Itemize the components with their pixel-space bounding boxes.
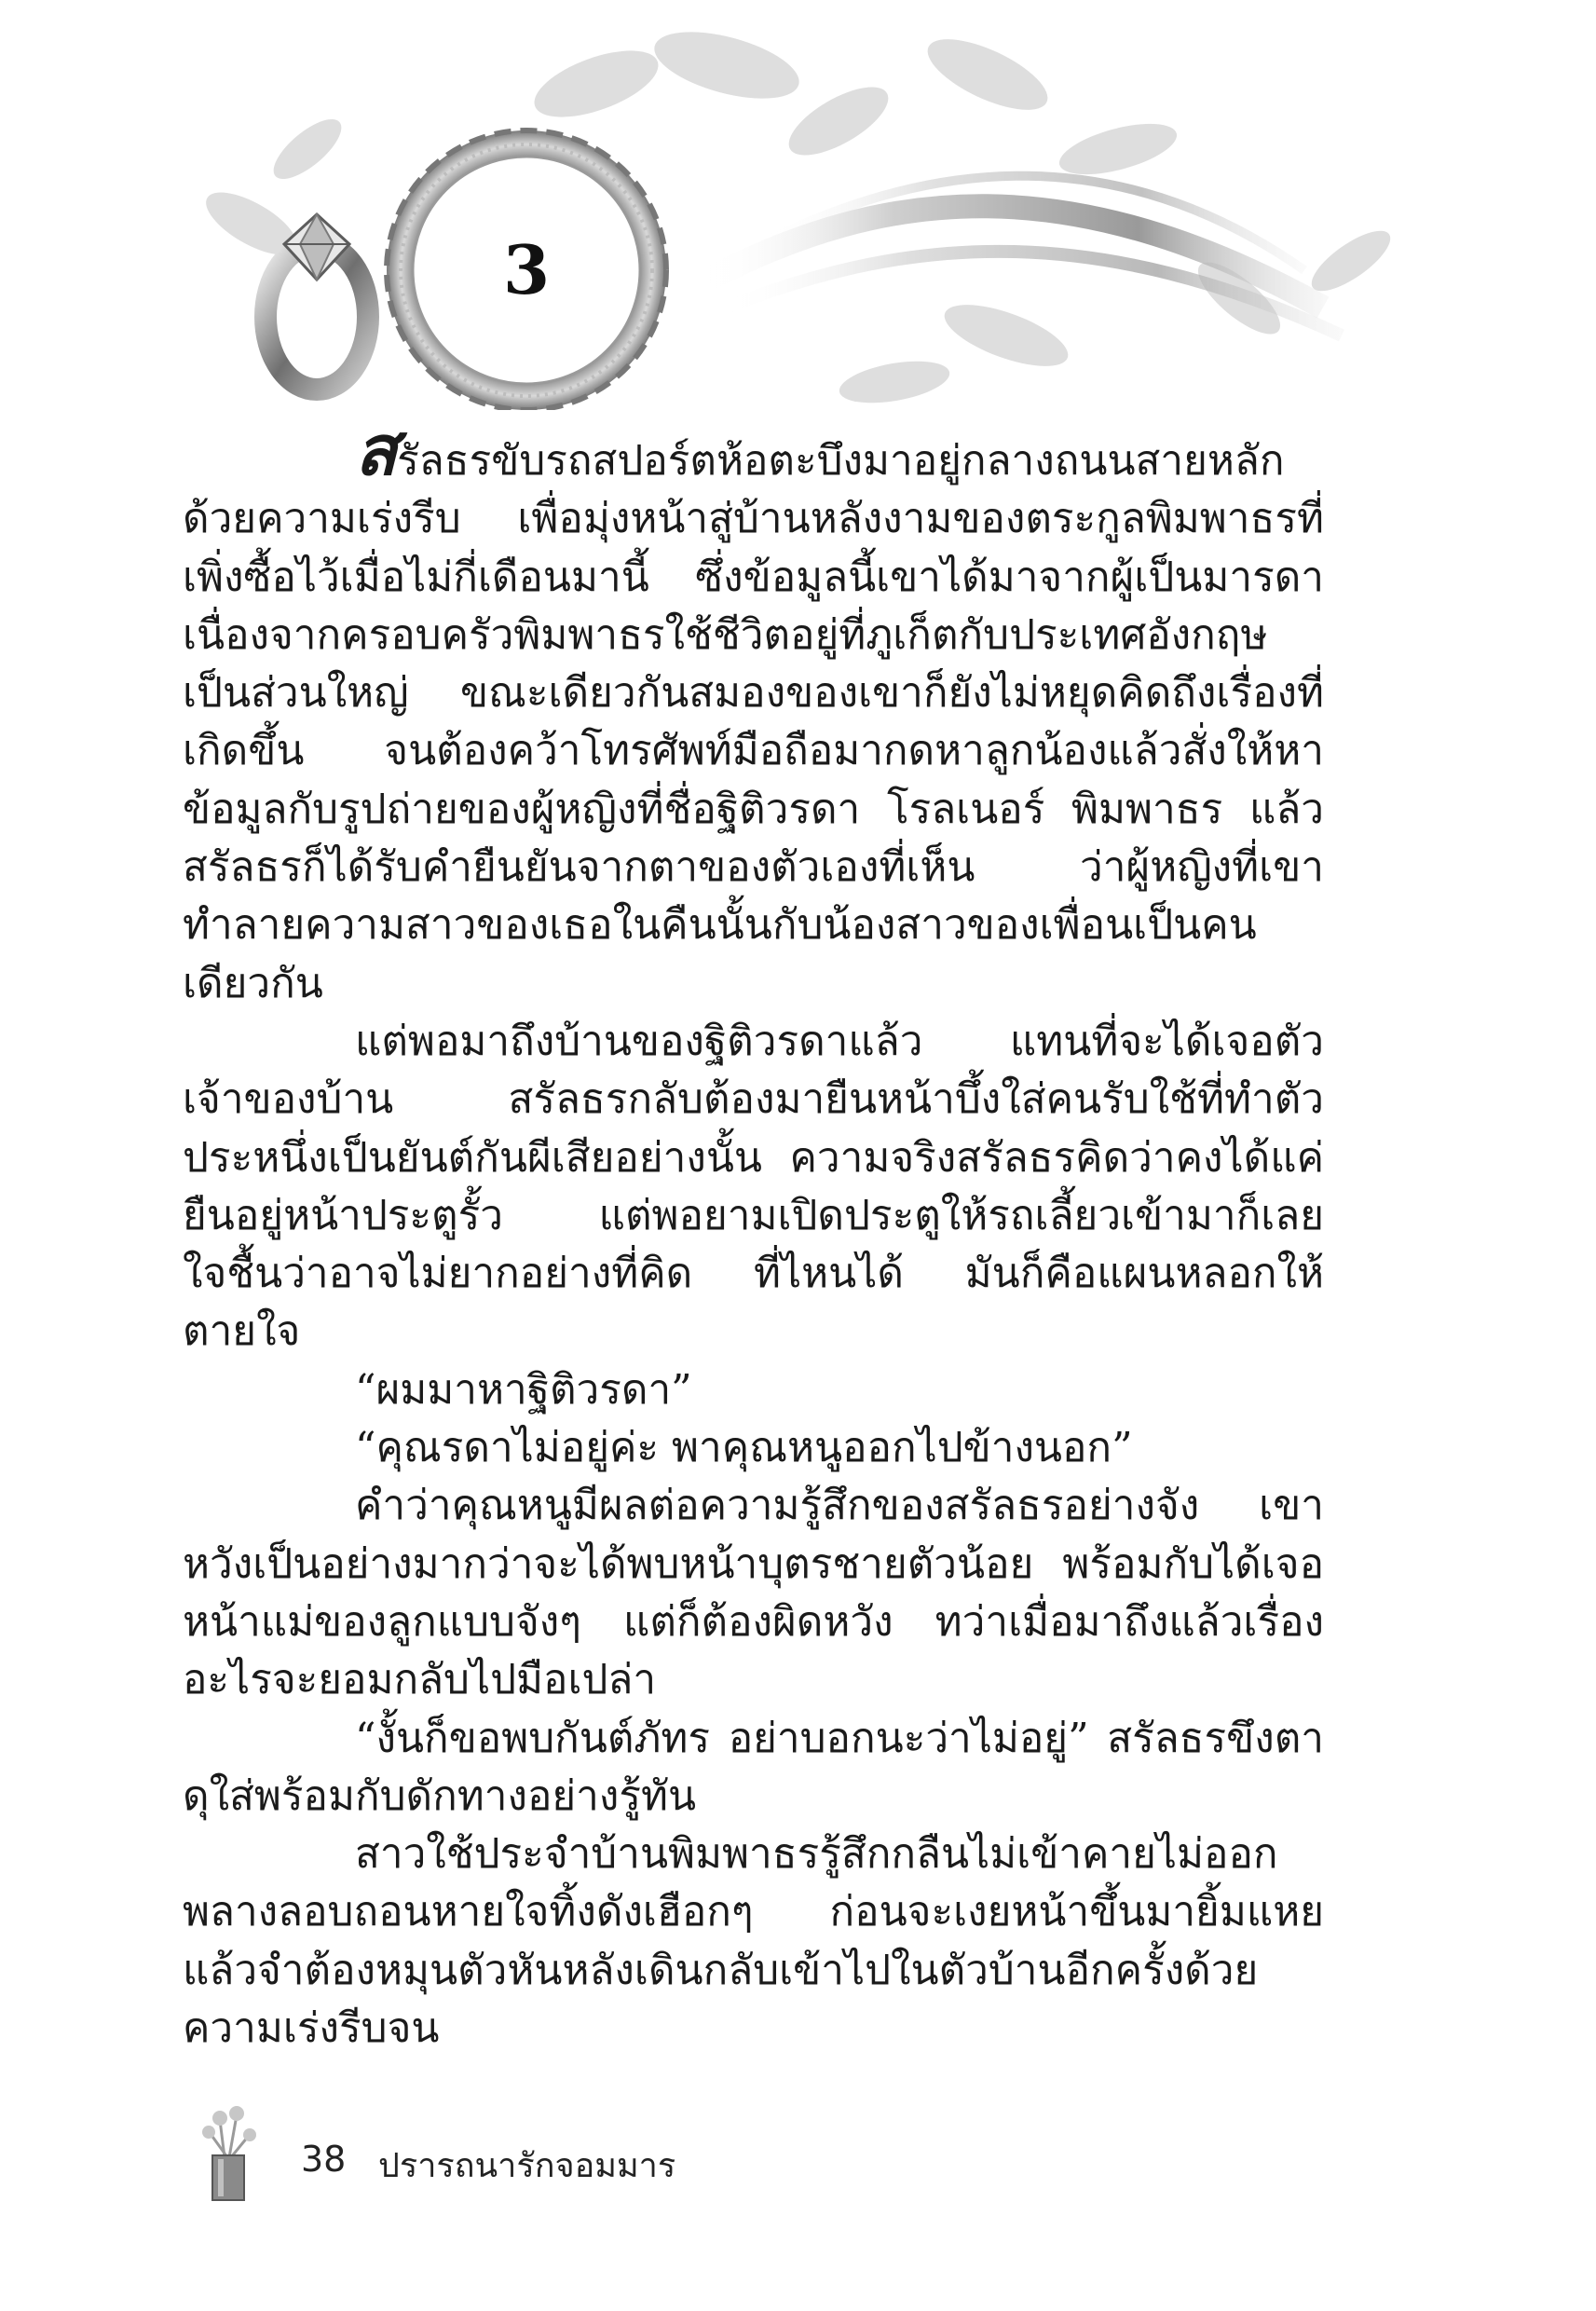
dialogue-line: “งั้นก็ขอพบกันต์ภัทร อย่าบอกนะว่าไม่อยู่” สรัลธรขึงตาดุใส่พร้อมกับดักทางอย่างรู้ทัน <box>183 1714 1324 1820</box>
leaf-decoration <box>197 19 1398 410</box>
drop-cap: ส <box>355 411 398 491</box>
paragraph: แต่พอมาถึงบ้านของฐิติวรดาแล้ว แทนที่จะได้เจอตัวเจ้าของบ้าน สรัลธรกลับต้องมายืนหน้าบึ้งใส่คนรับใช้ที่ทำตัวประหนึ่งเป็นยันต์กันผีเสียอย่างนั้น ความจริงสรัลธรคิดว่าคงได้แค่ยืนอยู่หน้าประตูรั้ว แต่พอยามเปิดประตูให้รถเลี้ยวเข้ามาก็เลยใจชื้นว่าอาจไม่ยากอย่างที่คิด ที่ไหนได้ มันก็คือแผนหลอกให้ตายใจ <box>183 1017 1324 1356</box>
paragraph <box>183 411 1324 1013</box>
dialogue-line: “ผมมาหาฐิติวรดา” <box>355 1365 692 1414</box>
chapter-header-ornament <box>0 0 1596 410</box>
page-footer <box>183 2101 928 2204</box>
book-title: ปรารถนารักจอมมาร <box>378 2147 676 2185</box>
page-number: 38 <box>301 2139 347 2180</box>
dialogue-line: “คุณรดาไม่อยู่ค่ะ พาคุณหนูออกไปข้างนอก” <box>355 1424 1133 1472</box>
flower-vase-icon <box>183 2101 276 2204</box>
paragraph: คำว่าคุณหนูมีผลต่อความรู้สึกของสรัลธรอย่างจัง เขาหวังเป็นอย่างมากว่าจะได้พบหน้าบุตรชายตัวน้อย พร้อมกับได้เจอหน้าแม่ของลูกแบบจังๆ แต่ก็ต้องผิดหวัง ทว่าเมื่อมาถึงแล้วเรื่องอะไรจะยอมกลับไปมือเปล่า <box>183 1482 1324 1704</box>
chapter-number: 3 <box>502 230 551 309</box>
chapter-body <box>183 411 1324 2058</box>
chapter-header <box>0 0 1596 410</box>
paragraph: สาวใช้ประจำบ้านพิมพาธรรู้สึกกลืนไม่เข้าคายไม่ออก พลางลอบถอนหายใจทิ้งดังเฮือกๆ ก่อนจะเงยหน้าขึ้นมายิ้มแหย แล้วจำต้องหมุนตัวหันหลังเดินกลับเข้าไปในตัวบ้านอีกครั้งด้วยความเร่งรีบจน <box>183 1830 1324 2053</box>
paragraph-text: รัลธรขับรถสปอร์ตห้อตะบึงมาอยู่กลางถนนสายหลักด้วยความเร่งรีบ เพื่อมุ่งหน้าสู่บ้านหลังงามของตระกูลพิมพาธรที่เพิ่งซื้อไว้เมื่อไม่กี่เดือนมานี้ ซึ่งข้อมูลนี้เขาได้มาจากผู้เป็นมารดา เนื่องจากครอบครัวพิมพาธรใช้ชีวิตอยู่ที่ภูเก็ตกับประเทศอังกฤษเป็นส่วนใหญ่ ขณะเดียวกันสมองของเขาก็ยังไม่หยุดคิดถึงเรื่องที่เกิดขึ้น จนต้องคว้าโทรศัพท์มือถือมากดหาลูกน้องแล้วสั่งให้หาข้อมูลกับรูปถ่ายของผู้หญิงที่ชื่อฐิติวรดา โรลเนอร์ พิมพาธร แล้วสรัลธรก็ได้รับคำยืนยันจากตาของตัวเองที่เห็น ว่าผู้หญิงที่เขาทำลายความสาวของเธอในคืนนั้นกับน้องสาวของเพื่อนเป็นคนเดียวกัน <box>183 437 1324 1007</box>
